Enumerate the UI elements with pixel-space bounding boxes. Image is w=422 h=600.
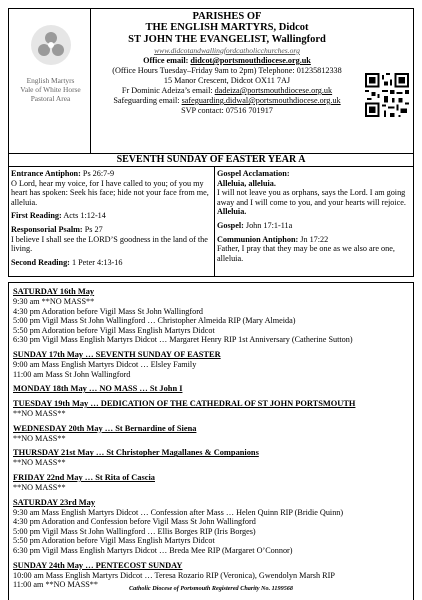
- schedule-entry: 6:30 pm Vigil Mass English Martyrs Didcot … Margaret Henry RIP 1st Anniversary (Catherine Sutton): [13, 335, 353, 345]
- schedule-day: [13, 498, 413, 556]
- schedule-entry: **NO MASS**: [13, 409, 66, 419]
- schedule-entry: 5:50 pm Adoration before Vigil Mass English Martyrs Didcot: [13, 536, 215, 546]
- safeguarding-label: Safeguarding email:: [113, 96, 180, 105]
- pastoral-area-panel: [11, 9, 91, 153]
- priest-email-link[interactable]: dadeiza@portsmouthdiocese.org.uk: [214, 86, 333, 95]
- schedule-entry: 4:30 pm Adoration before Vigil Mass St John Wallingford: [13, 306, 204, 316]
- schedule-entry: **NO MASS**: [13, 482, 66, 492]
- priest-email-label: Fr Dominic Adeiza’s email:: [121, 86, 213, 95]
- schedule-entry: 11:00 am **NO MASS**: [13, 580, 98, 590]
- entrance-antiphon-label: Entrance Antiphon:: [11, 169, 81, 178]
- second-reading-label: Second Reading:: [11, 257, 70, 267]
- schedule-day-heading: SATURDAY 23rd May: [13, 497, 96, 507]
- entrance-antiphon-ref: Ps 26:7-9: [82, 169, 115, 178]
- gospel-acclamation-text: I will not leave you as orphans, says the Lord. I am going away and I will come to you, and your hearts will rejoice.: [217, 188, 406, 207]
- area-line: English Martyrs: [26, 76, 75, 85]
- parish-name-wallingford: ST JOHN THE EVANGELIST, Wallingford: [128, 34, 326, 45]
- readings-panel: [8, 167, 414, 277]
- readings-left: [11, 169, 211, 267]
- communion-antiphon-label: Communion Antiphon:: [217, 234, 299, 244]
- entrance-antiphon-text: O Lord, hear my voice, for I have called to you; of you my heart has spoken: Seek his face; hide not your face from me, alleluia.: [11, 178, 209, 207]
- schedule-entry: 5:00 pm Vigil Mass St John Wallingford … Ellis Borges RIP (Iris Borges): [13, 526, 256, 536]
- schedule-day-heading: MONDAY 18th May … NO MASS … St John I: [13, 384, 183, 394]
- newsletter-page: [8, 8, 414, 600]
- schedule-entry: 10:00 am Mass English Martyrs Didcot … Teresa Rozario RIP (Veronica), Gwendolyn Marsh RIP: [13, 570, 335, 580]
- svp-contact: SVP contact: 07516 701917: [181, 106, 273, 115]
- schedule-entry: 5:00 pm Vigil Mass St John Wallingford … Christopher Almeida RIP (Mary Almeida): [13, 316, 296, 326]
- office-email-label: Office email:: [143, 56, 189, 65]
- office-email-link[interactable]: didcot@portsmouthdiocese.org.uk: [190, 56, 311, 65]
- communion-antiphon-text: Father, I pray that they may be one as we also are one, alleluia.: [217, 244, 395, 263]
- schedule-entry: **NO MASS**: [13, 433, 66, 443]
- schedule-entry: 4:30 pm Adoration and Confession before Vigil Mass St John Wallingford: [13, 517, 256, 527]
- area-line: Vale of White Horse: [20, 85, 81, 94]
- schedule-day: [13, 287, 413, 345]
- schedule-entry: 6:30 pm Vigil Mass English Martyrs Didcot … Breda Mee RIP (Margaret O’Connor): [13, 545, 293, 555]
- schedule-entry: **NO MASS**: [13, 458, 66, 468]
- office-email-line: [93, 56, 361, 66]
- schedule-day: [13, 473, 413, 493]
- gospel-acclamation-end: Alleluia.: [217, 207, 247, 217]
- schedule-day: [13, 384, 413, 394]
- address: 15 Manor Crescent, Didcot OX11 7AJ: [163, 76, 291, 85]
- schedule-day: [13, 350, 413, 379]
- area-line: Pastoral Area: [30, 94, 71, 103]
- schedule-day: [13, 424, 413, 444]
- qr-code-icon[interactable]: [365, 73, 409, 117]
- safeguarding-line: [93, 96, 361, 106]
- week-title: SEVENTH SUNDAY OF EASTER YEAR A: [8, 154, 414, 167]
- parish-info: [93, 9, 361, 116]
- readings-divider: [214, 167, 215, 276]
- gospel-acclamation-alleluia: Alleluia, alleluia.: [217, 178, 276, 188]
- schedule-day-heading: FRIDAY 22nd May … St Rita of Cascia: [13, 472, 155, 482]
- safeguarding-email-link[interactable]: safeguarding.didwal@portsmouthdiocese.org.uk: [181, 96, 341, 105]
- charity-footer: Catholic Diocese of Portsmouth Registered Charity No. 1199568: [129, 585, 293, 592]
- pastoral-area-logo-icon: [29, 23, 73, 67]
- schedule-day-heading: SATURDAY 16th May: [13, 287, 95, 296]
- parishes-title: PARISHES OF: [192, 11, 262, 22]
- psalm-label: Responsorial Psalm:: [11, 224, 83, 234]
- mass-schedule: [8, 282, 414, 600]
- schedule-entry: 9:30 am Mass English Martyrs Didcot … Confession after Mass … Helen Quinn RIP (Bridie Quinn): [13, 507, 344, 517]
- gospel-ref: John 17:1-11a: [245, 220, 293, 230]
- gospel-acclamation-label: Gospel Acclamation:: [217, 169, 290, 178]
- gospel-label: Gospel:: [217, 220, 244, 230]
- schedule-entry: 5:50 pm Adoration before Vigil Mass English Martyrs Didcot: [13, 325, 215, 335]
- schedule-day-heading: THURSDAY 21st May … St Christopher Magallanes & Companions: [13, 448, 259, 458]
- website-link[interactable]: www.didcotandwallingfordcatholicchurches.org: [154, 46, 300, 55]
- priest-email-line: [93, 86, 361, 96]
- psalm-ref: Ps 27: [84, 224, 103, 234]
- schedule-entry: 9:30 am **NO MASS**: [13, 297, 95, 306]
- second-reading-ref: 1 Peter 4:13-16: [71, 257, 123, 267]
- schedule-day-heading: WEDNESDAY 20th May … St Bernardine of Siena: [13, 423, 197, 433]
- schedule-day: [13, 448, 413, 468]
- schedule-day: [13, 399, 413, 419]
- schedule-entry: 9:00 am Mass English Martyrs Didcot … Elsley Family: [13, 359, 197, 369]
- first-reading-ref: Acts 1:12-14: [63, 211, 106, 221]
- schedule-entry: 11:00 am Mass St John Wallingford: [13, 369, 131, 379]
- psalm-text: I believe I shall see the LORD’S goodness in the land of the living.: [11, 234, 208, 254]
- schedule-day-heading: SUNDAY 24th May … PENTECOST SUNDAY: [13, 560, 183, 570]
- header: [8, 8, 414, 154]
- parish-name-didcot: THE ENGLISH MARTYRS, Didcot: [145, 22, 309, 33]
- schedule-day-heading: SUNDAY 17th May … SEVENTH SUNDAY OF EASTER: [13, 349, 221, 359]
- communion-antiphon-ref: Jn 17:22: [300, 234, 329, 244]
- first-reading-label: First Reading:: [11, 211, 62, 221]
- readings-right: [217, 169, 413, 263]
- schedule-day-heading: TUESDAY 19th May … DEDICATION OF THE CATHEDRAL OF ST JOHN PORTSMOUTH: [13, 399, 356, 409]
- office-hours: (Office Hours Tuesday–Friday 9am to 2pm) Telephone: 01235812338: [112, 66, 342, 75]
